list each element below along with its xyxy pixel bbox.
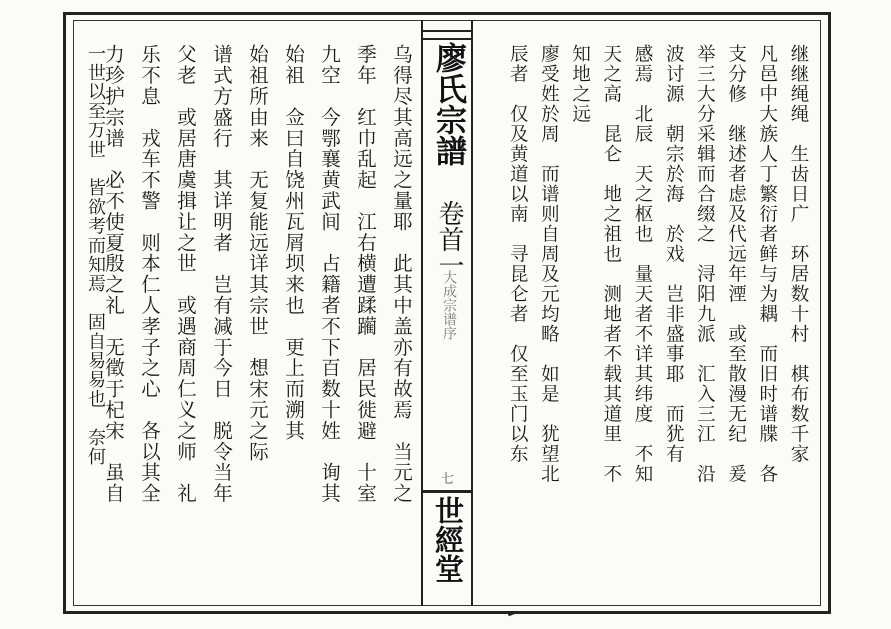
text-column: 乌得尽其高远之量耶 此其中盖亦有故焉 当元之 [390,44,413,504]
text-column: 知地之远 [569,44,591,124]
text-column: 力珍护宗谱 必不使夏殷之礼 无徵于杞宋 虽自 [102,44,125,504]
text-column: 继继绳绳 生齿日广 环居数十村 棋布数千家 [788,44,809,464]
text-column: 季年 红巾乱起 江右横遭蹂躏 居民徙避 十室 [354,44,377,504]
text-column: 乐不息 戎车不警 则本仁人孝子之心 各以其全 [138,44,161,504]
text-column: 始祖所由来 无复能远详其宗世 想宋元之际 [246,44,269,462]
page-number: 七 [441,472,455,487]
text-column: 始祖 佥曰自饶州瓦屑坝来也 更上而溯其 [282,44,305,442]
text-column: 波讨源 朝宗於海 於戏 岂非盛事耶 而犹有 [663,44,685,464]
fish-tail-mark-bottom [421,490,473,493]
volume-label: 卷首一 [434,200,464,278]
text-column: 父老 或居唐虞揖让之世 或遇商周仁义之师 礼 [174,44,197,504]
text-column: 九空 今鄂襄黄武间 占籍者不下百数十姓 询其 [318,44,341,504]
text-column: 辰者 仅及黄道以南 寻昆仑者 仅至玉门以东 [507,44,529,464]
text-column: 支分修 继述者虑及代远年湮 或至散漫无纪 爰 [725,44,747,484]
fish-tail-mark-top [421,30,473,40]
text-column: 廖受姓於周 而谱则自周及元均略 如是 犹望北 [538,44,560,484]
text-column: 凡邑中大族人丁繁衍者鲜与为耦 而旧时谱牒 各 [756,44,778,484]
book-title: 廖氏宗譜 [430,42,466,166]
chapter-subtitle: 大成宗谱序 [441,270,457,340]
text-column: 举三大分采辑而合缀之 浔阳九派 汇入三江 沿 [694,44,716,484]
text-column: 天之高 昆仑 地之祖也 测地者不载其道里 不 [600,44,622,484]
text-column: 一世以至万世 皆欲考而知焉 固自易易也 奈何 [85,44,106,467]
hall-name: 世經堂 [431,496,465,583]
text-column: 谱式方盛行 其详明者 岂有减于今日 脱令当年 [210,44,233,504]
text-column: 感焉 北辰 天之枢也 量天者不详其纬度 不知 [632,44,653,484]
